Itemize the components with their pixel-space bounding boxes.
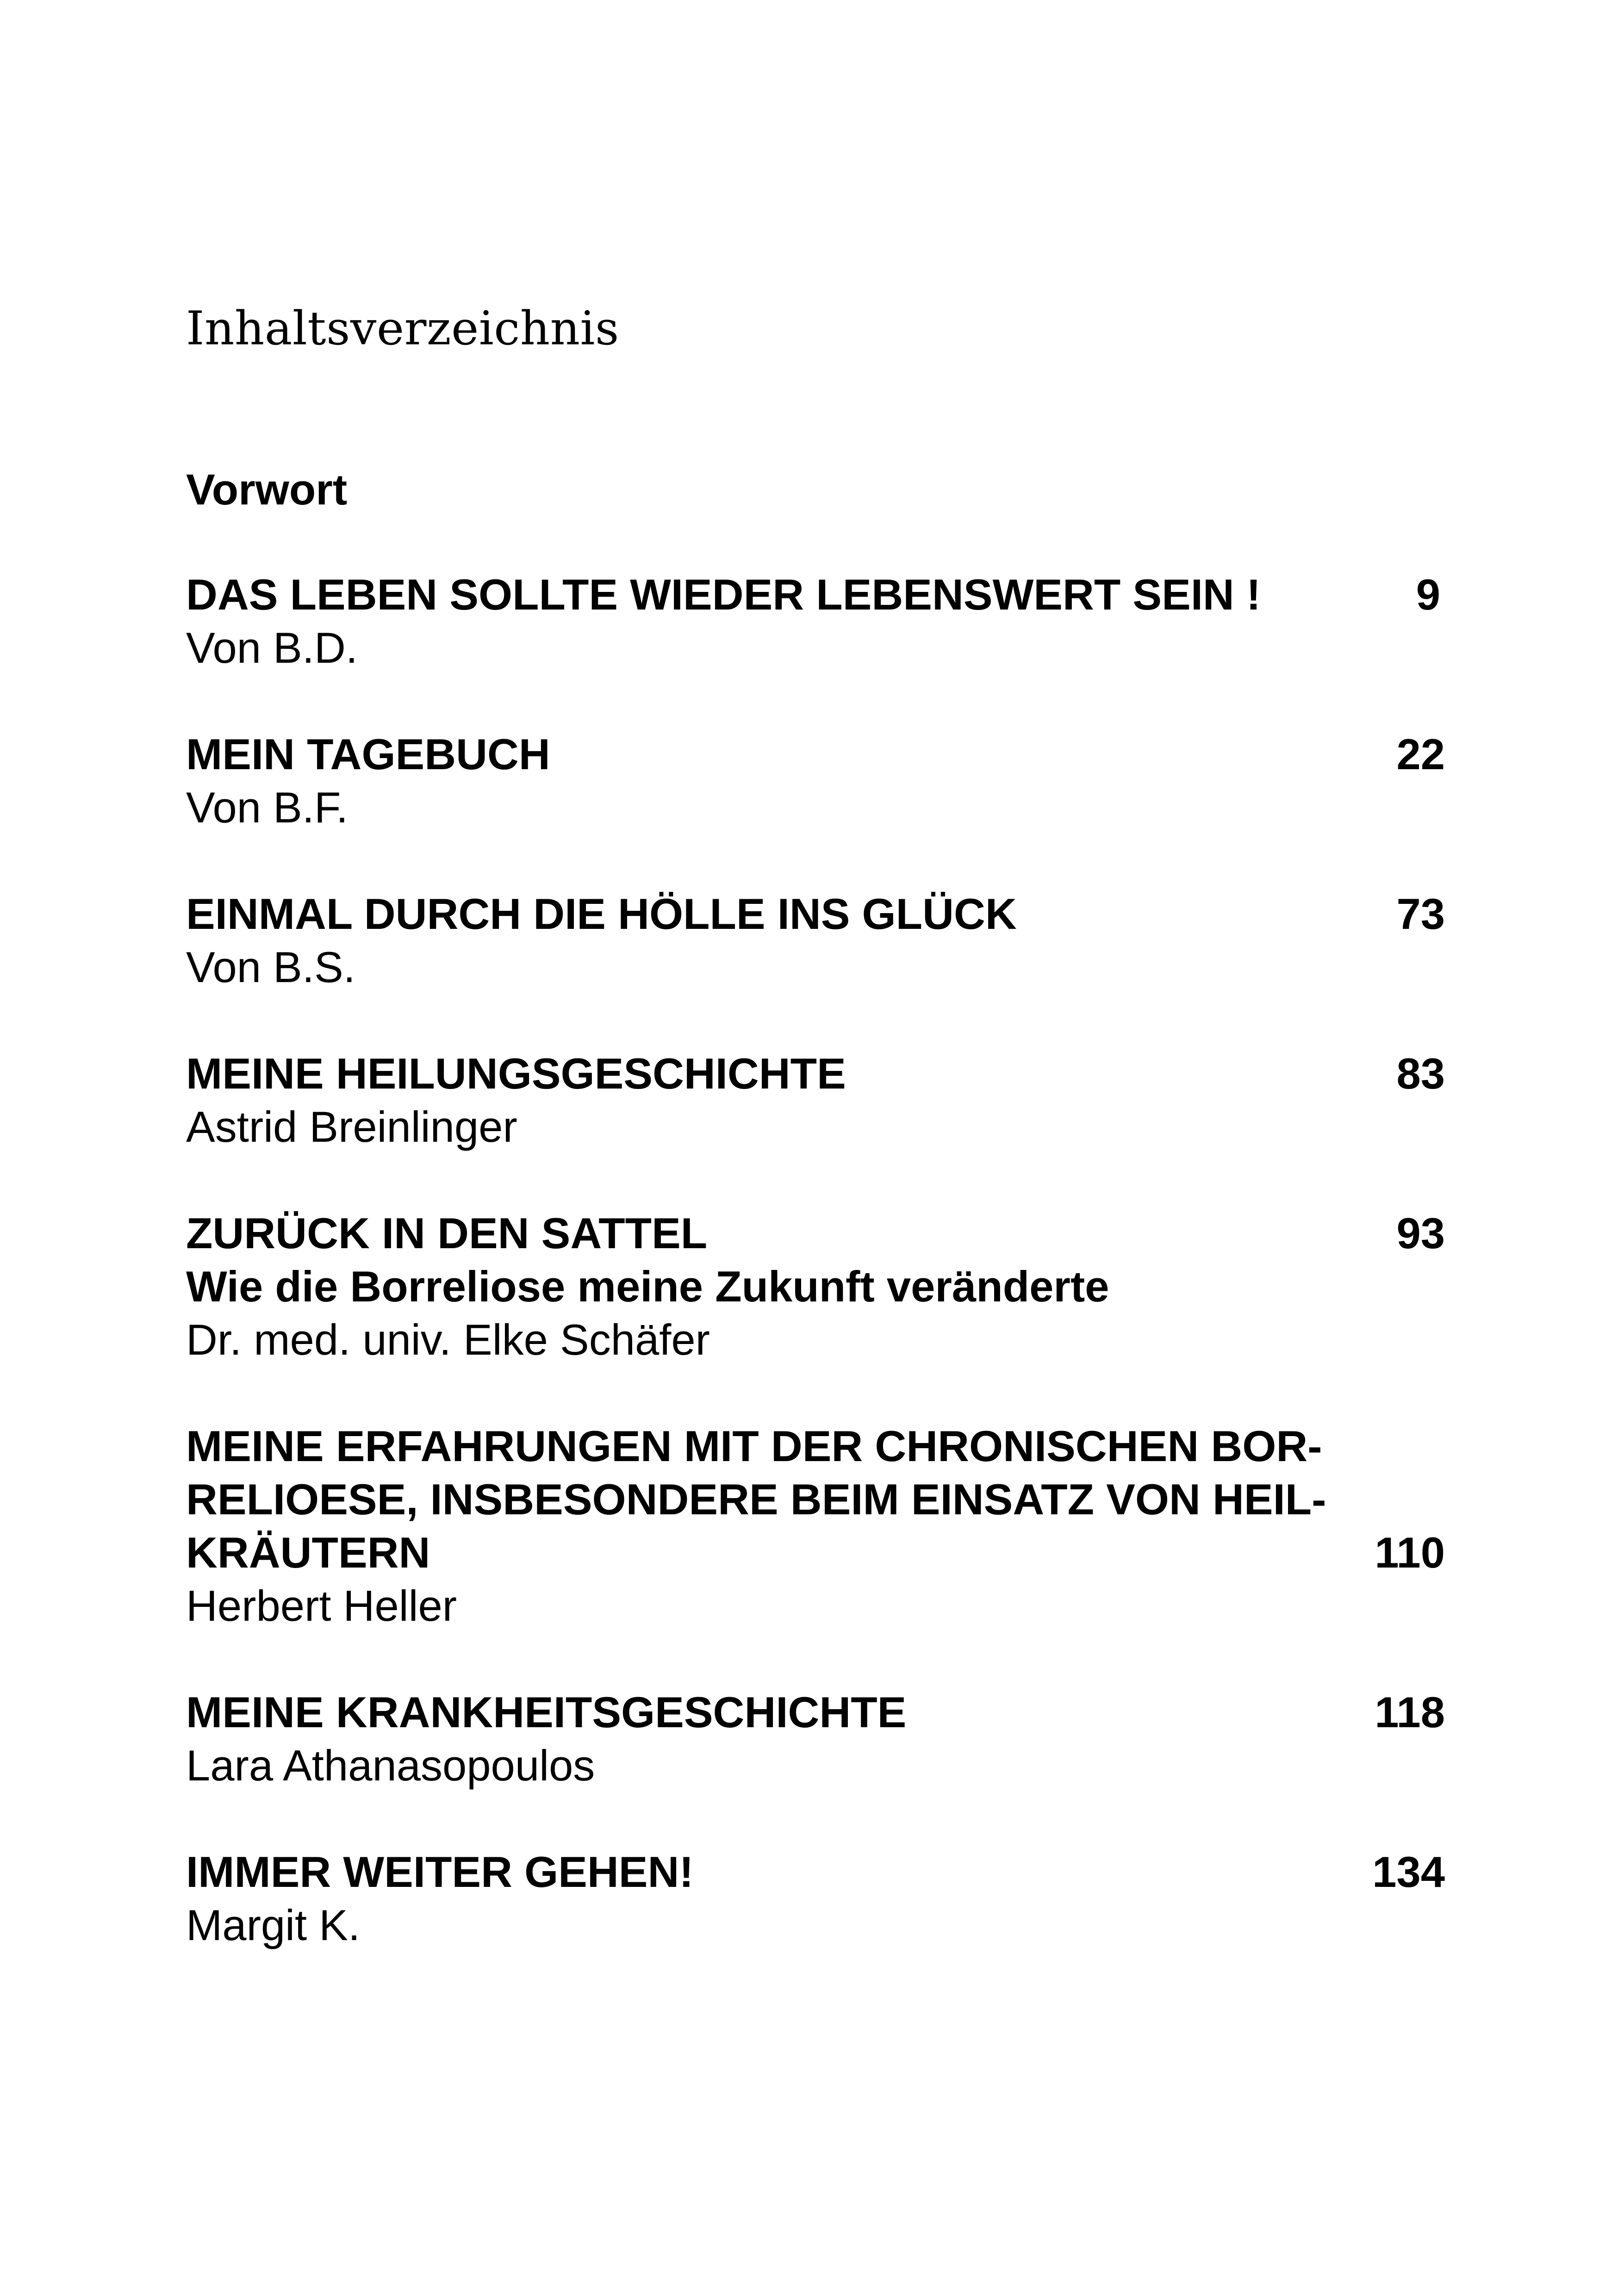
toc-entry bbox=[186, 1686, 1445, 1792]
entry-author: Herbert Heller bbox=[186, 1581, 457, 1630]
toc-page bbox=[186, 0, 1445, 2296]
entry-title: DAS LEBEN SOLLTE WIEDER LEBENSWERT SEIN ! bbox=[186, 570, 1261, 619]
toc-preface: Vorwort bbox=[186, 465, 348, 514]
entry-author: Von B.F. bbox=[186, 783, 348, 832]
toc-entry bbox=[186, 1419, 1445, 1632]
entry-title: EINMAL DURCH DIE HÖLLE INS GLÜCK bbox=[186, 890, 1017, 938]
entry-title-line: KRÄUTERN bbox=[186, 1528, 430, 1577]
entry-author: Dr. med. univ. Elke Schäfer bbox=[186, 1315, 710, 1364]
toc-entry bbox=[186, 1047, 1445, 1153]
entry-author: Von B.D. bbox=[186, 623, 358, 672]
toc-entry bbox=[186, 1845, 1445, 1952]
entry-author: Astrid Breinlinger bbox=[186, 1102, 517, 1151]
toc-entry bbox=[186, 1207, 1445, 1366]
entry-page-number: 73 bbox=[1396, 890, 1445, 938]
entry-title: MEIN TAGEBUCH bbox=[186, 730, 550, 778]
toc-entry bbox=[186, 728, 1445, 834]
entry-title-line: MEINE ERFAHRUNGEN MIT DER CHRONISCHEN BOR- bbox=[186, 1422, 1322, 1470]
entry-page-number: 110 bbox=[1375, 1528, 1445, 1577]
entry-title: IMMER WEITER GEHEN! bbox=[186, 1848, 694, 1896]
entry-title: MEINE KRANKHEITSGESCHICHTE bbox=[186, 1688, 907, 1736]
entry-title: ZURÜCK IN DEN SATTEL bbox=[186, 1209, 708, 1257]
toc-entry bbox=[186, 887, 1445, 994]
entry-author: Von B.S. bbox=[186, 943, 355, 991]
entry-page-number: 22 bbox=[1396, 730, 1445, 778]
entry-author: Margit K. bbox=[186, 1901, 361, 1949]
toc-entry bbox=[186, 568, 1445, 674]
entry-subtitle: Wie die Borreliose meine Zukunft veränderte bbox=[186, 1262, 1109, 1311]
entry-title-line: RELIOESE, INSBESONDERE BEIM EINSATZ VON HEIL- bbox=[186, 1475, 1326, 1524]
entry-page-number: 118 bbox=[1375, 1688, 1445, 1736]
entry-page-number: 9 bbox=[1416, 570, 1440, 619]
entry-title: MEINE HEILUNGSGESCHICHTE bbox=[186, 1049, 846, 1098]
entry-page-number: 93 bbox=[1396, 1209, 1445, 1257]
entry-author: Lara Athanasopoulos bbox=[186, 1741, 595, 1790]
entry-page-number: 134 bbox=[1372, 1848, 1445, 1896]
entry-page-number: 83 bbox=[1396, 1049, 1445, 1098]
toc-heading: Inhaltsverzeichnis bbox=[186, 301, 619, 355]
